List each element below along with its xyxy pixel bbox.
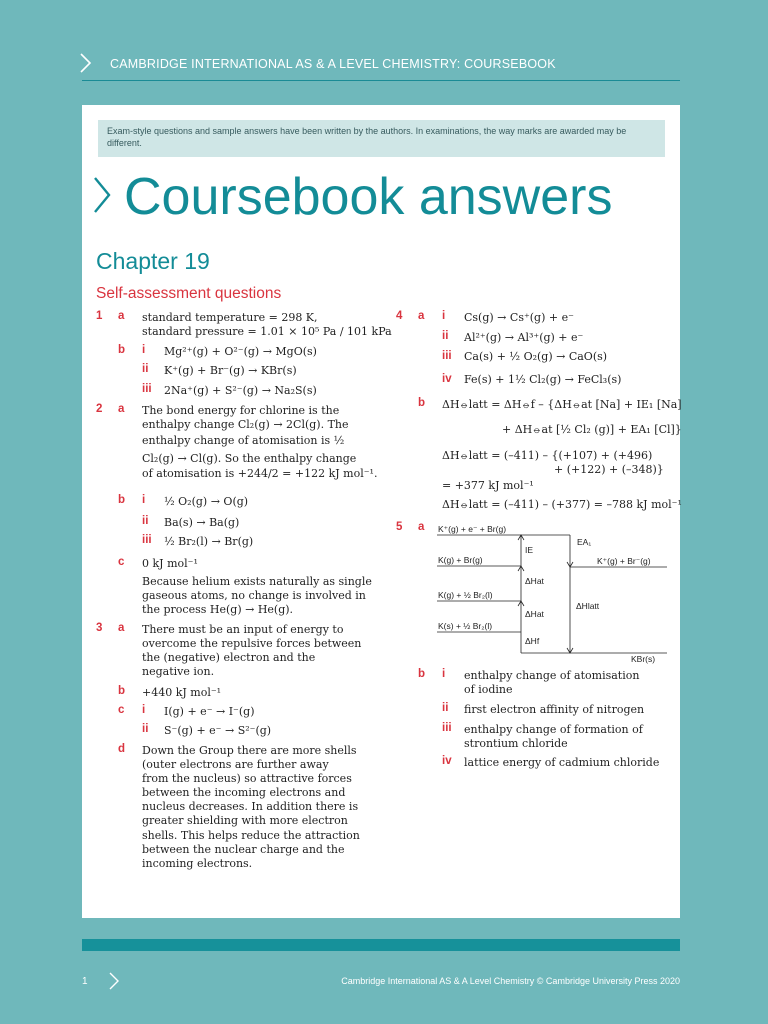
answer-1biii: 2Na⁺(g) + S²⁻(g) → Na₂S(s)	[164, 384, 317, 397]
answer-3d-line8: between the nuclear charge and the	[142, 843, 345, 856]
answer-4aiii: Ca(s) + ½ O₂(g) → CaO(s)	[464, 350, 608, 363]
sub-label-5biv: iv	[442, 755, 452, 767]
sub-label-5biii: iii	[442, 722, 452, 734]
part-label-2a: a	[118, 403, 125, 415]
footer-copyright: Cambridge International AS & A Level Chemistry © Cambridge University Press 2020	[341, 976, 680, 986]
answer-4b-line4: + (+122) + (–348)}	[554, 463, 664, 476]
sub-label-1bi: i	[142, 344, 146, 356]
answer-4ai: Cs(g) → Cs⁺(g) + e⁻	[464, 311, 574, 324]
level-k-half-br2-label: K(g) + ½ Br₂(l)	[438, 590, 493, 600]
part-label-5a: a	[418, 521, 425, 533]
answer-2a-line2: enthalpy change Cl₂(g) → 2Cl(g). The	[142, 418, 349, 431]
sub-label-2bi: i	[142, 494, 146, 506]
level-kbr-g-label: K(g) + Br(g)	[438, 555, 483, 565]
answer-2c-value: 0 kJ mol⁻¹	[142, 557, 198, 570]
answer-2a-line1: The bond energy for chlorine is the	[142, 404, 340, 417]
answer-4b-line5: = +377 kJ mol⁻¹	[442, 479, 534, 492]
part-label-1a: a	[118, 310, 125, 322]
part-label-2b: b	[118, 494, 126, 506]
answer-3d-line3: from the nucleus) so attractive forces	[142, 772, 352, 785]
answer-3a-line1: There must be an input of energy to	[142, 623, 344, 636]
part-label-1b: b	[118, 344, 126, 356]
answer-4b-line3: ΔH⦵latt = (–411) – {(+107) + (+496)	[442, 449, 653, 462]
sub-label-5bi: i	[442, 668, 446, 680]
sub-label-4aiii: iii	[442, 350, 452, 362]
answer-1bii: K⁺(g) + Br⁻(g) → KBr(s)	[164, 364, 297, 377]
answer-2bi: ½ O₂(g) → O(g)	[164, 495, 249, 508]
chapter-heading: Chapter 19	[96, 248, 210, 274]
ie-label: IE	[525, 545, 534, 555]
page-content	[82, 105, 680, 918]
section-heading: Self-assessment questions	[96, 285, 282, 302]
sub-label-4ai: i	[442, 310, 446, 322]
answer-2a-line3: enthalpy change of atomisation is ½	[142, 434, 345, 447]
answer-3ci: I(g) + e⁻ → I⁻(g)	[164, 705, 255, 718]
answer-2c-line3: the process He(g) → He(g).	[142, 603, 294, 616]
answer-5bi-line2: of iodine	[464, 683, 513, 696]
sub-label-5bii: ii	[442, 702, 449, 714]
answer-1bi: Mg²⁺(g) + O²⁻(g) → MgO(s)	[164, 345, 317, 358]
header-rule	[82, 80, 680, 81]
answer-3d-line4: between the incoming electrons and	[142, 786, 346, 799]
sub-label-4aiv: iv	[442, 373, 452, 385]
part-label-3a: a	[118, 622, 125, 634]
sub-label-3ci: i	[142, 704, 146, 716]
answer-5biv: lattice energy of cadmium chloride	[464, 756, 660, 769]
answer-4b-line1: ΔH⦵latt = ΔH⦵f – {ΔH⦵at [Na] + IE₁ [Na]	[442, 398, 682, 411]
answer-5bi-line1: enthalpy change of atomisation	[464, 669, 640, 682]
answer-4aiv: Fe(s) + 1½ Cl₂(g) → FeCl₃(s)	[464, 373, 622, 386]
part-label-3c: c	[118, 704, 125, 716]
answer-3d-line2: (outer electrons are further away	[142, 758, 329, 771]
hat1-label: ΔHat	[525, 576, 544, 586]
answer-4b-line6: ΔH⦵latt = (–411) – (+377) = –788 kJ mol⁻¹	[442, 498, 682, 511]
answer-4aii: Al²⁺(g) → Al³⁺(g) + e⁻	[464, 331, 584, 344]
born-haber-cycle-diagram	[437, 521, 667, 667]
answer-3d-line1: Down the Group there are more shells	[142, 744, 357, 757]
running-header: CAMBRIDGE INTERNATIONAL AS & A LEVEL CHEMISTRY: COURSEBOOK	[110, 57, 556, 71]
sub-label-2bii: ii	[142, 515, 149, 527]
answer-2a-line4: Cl₂(g) → Cl(g). So the enthalpy change	[142, 452, 357, 465]
part-label-4b: b	[418, 397, 426, 409]
question-number-2: 2	[96, 403, 103, 415]
answer-3d-line6: greater shielding with more electron	[142, 814, 348, 827]
answer-3a-line4: negative ion.	[142, 665, 215, 678]
part-label-3b: b	[118, 685, 126, 697]
answer-1a-line2: standard pressure = 1.01 × 10⁵ Pa / 101 kPa	[142, 325, 392, 338]
answer-5bii: first electron affinity of nitrogen	[464, 703, 645, 716]
answer-3a-line2: overcome the repulsive forces between	[142, 637, 362, 650]
question-number-1: 1	[96, 310, 103, 322]
answer-2bii: Ba(s) → Ba(g)	[164, 516, 240, 529]
sub-label-3cii: ii	[142, 723, 149, 735]
footer-chevron-icon	[108, 971, 120, 991]
question-number-3: 3	[96, 622, 103, 634]
level-top-label: K⁺(g) + e⁻ + Br(g)	[438, 524, 507, 534]
answer-2biii: ½ Br₂(l) → Br(g)	[164, 535, 254, 548]
answer-3b: +440 kJ mol⁻¹	[142, 686, 222, 699]
page-number: 1	[82, 976, 88, 987]
hf-label: ΔHf	[525, 636, 540, 646]
hat2-label: ΔHat	[525, 609, 544, 619]
part-label-2c: c	[118, 556, 125, 568]
part-label-4a: a	[418, 310, 425, 322]
answer-1a-line1: standard temperature = 298 K,	[142, 311, 318, 324]
answer-3d-line9: incoming electrons.	[142, 857, 253, 870]
answer-3d-line5: nucleus decreases. In addition there is	[142, 800, 359, 813]
hlatt-label: ΔHlatt	[576, 601, 600, 611]
answer-2a-line5: of atomisation is +244/2 = +122 kJ mol⁻¹.	[142, 467, 378, 480]
ea-label: EA₁	[577, 537, 592, 547]
answer-4b-line2: + ΔH⦵at [½ Cl₂ (g)] + EA₁ [Cl]}	[502, 423, 682, 436]
question-number-5: 5	[396, 521, 403, 533]
title-chevron-icon	[92, 175, 112, 215]
sub-label-1biii: iii	[142, 383, 152, 395]
page-title-text: Coursebook answers	[124, 168, 613, 226]
part-label-3d: d	[118, 743, 126, 755]
answer-2c-line2: gaseous atoms, no change is involved in	[142, 589, 366, 602]
page-title	[92, 167, 612, 227]
question-number-4: 4	[396, 310, 403, 322]
part-label-5b: b	[418, 668, 426, 680]
footer-bar	[82, 939, 680, 951]
exam-notice: Exam-style questions and sample answers have been written by the authors. In examinations, the way marks are awarded may be different.	[98, 120, 665, 157]
answer-5biii-line1: enthalpy change of formation of	[464, 723, 643, 736]
level-ions-label: K⁺(g) + Br⁻(g)	[597, 556, 651, 566]
header-chevron-icon	[78, 52, 94, 74]
answer-3a-line3: the (negative) electron and the	[142, 651, 316, 664]
answer-2c-line1: Because helium exists naturally as single	[142, 575, 372, 588]
level-ks-label: K(s) + ½ Br₂(l)	[438, 621, 493, 631]
sub-label-4aii: ii	[442, 330, 449, 342]
sub-label-2biii: iii	[142, 534, 152, 546]
level-kbr-s-label: KBr(s)	[631, 654, 656, 664]
answer-3cii: S⁻(g) + e⁻ → S²⁻(g)	[164, 724, 272, 737]
answer-5biii-line2: strontium chloride	[464, 737, 568, 750]
sub-label-1bii: ii	[142, 363, 149, 375]
answer-3d-line7: shells. This helps reduce the attraction	[142, 829, 360, 842]
